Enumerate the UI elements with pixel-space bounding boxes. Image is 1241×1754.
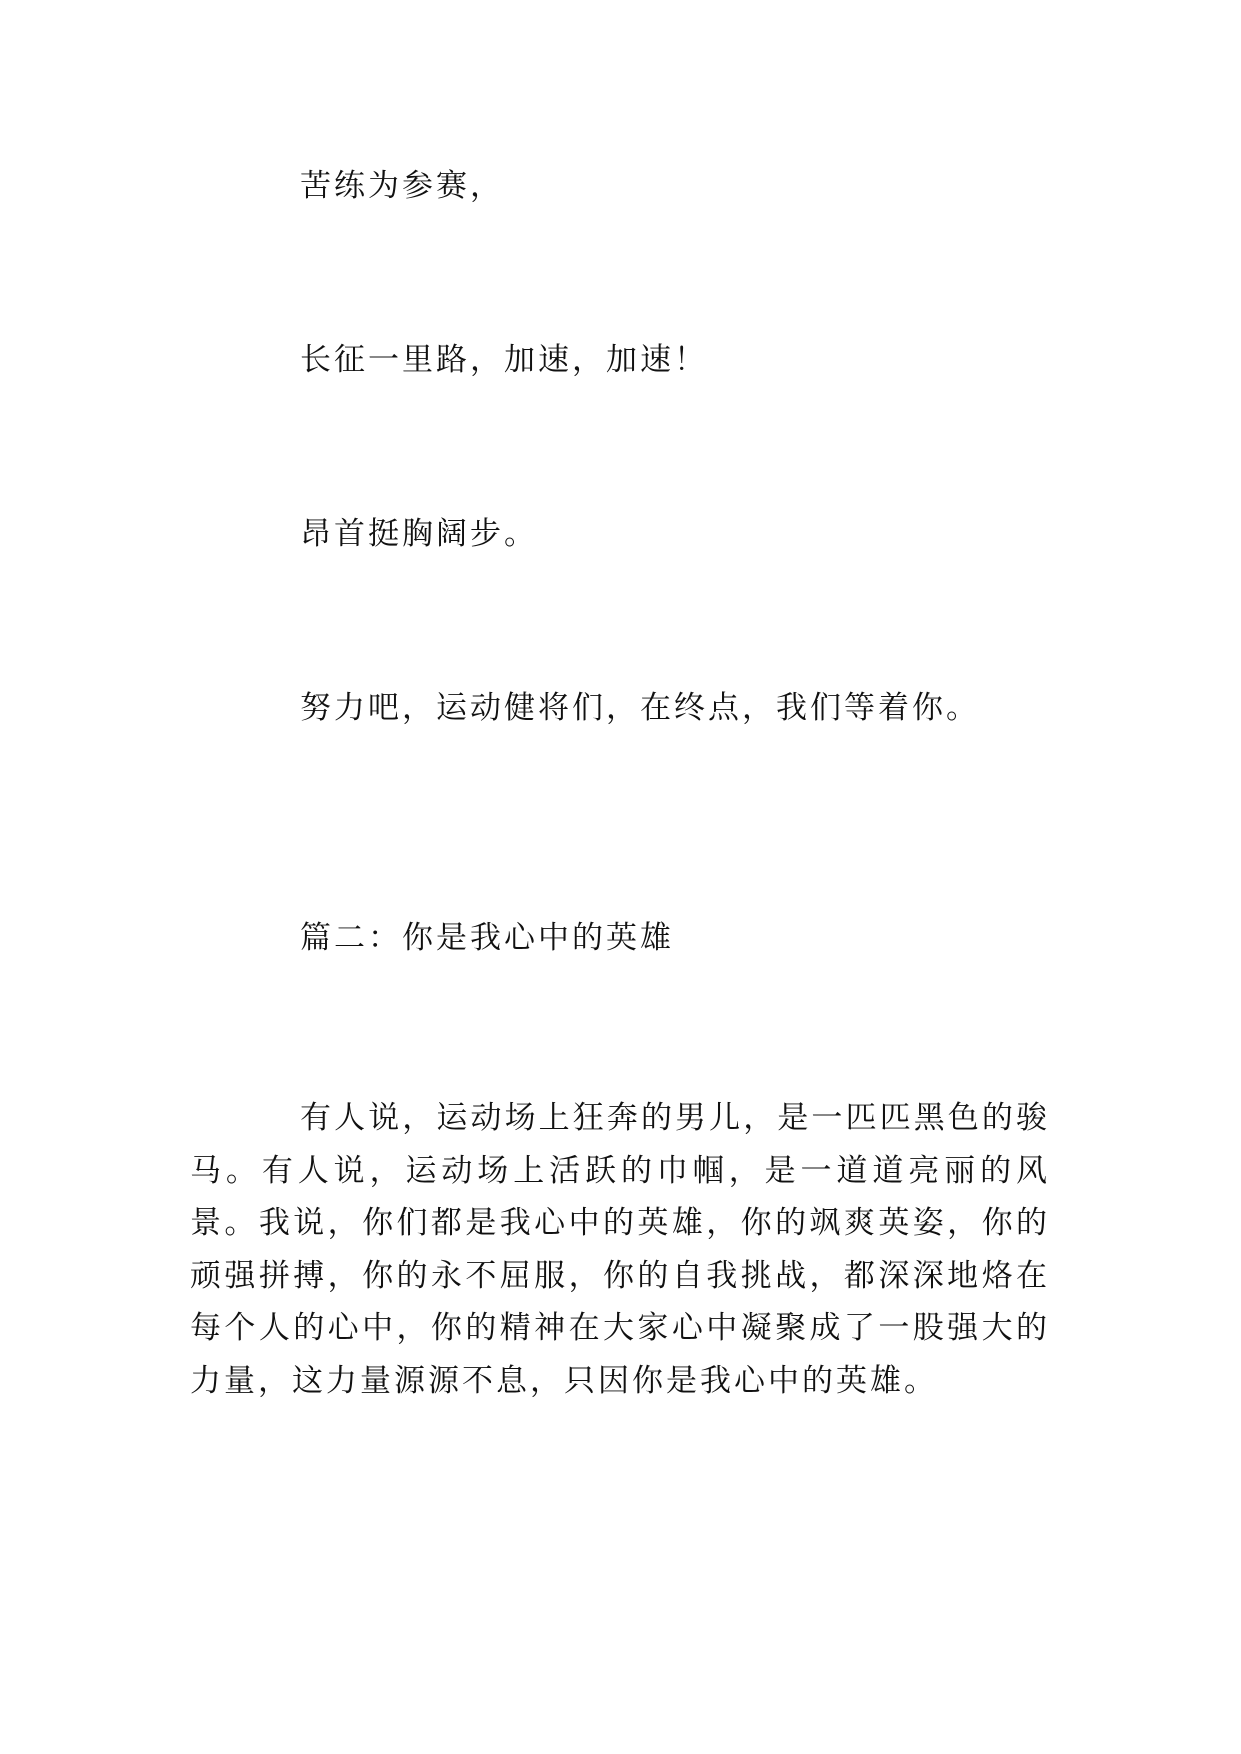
poem-line-4: 努力吧，运动健将们，在终点，我们等着你。 <box>300 690 980 726</box>
poem-line-3: 昂首挺胸阔步。 <box>300 516 538 552</box>
poem-line-2: 长征一里路，加速，加速！ <box>300 342 708 378</box>
section-title: 篇二：你是我心中的英雄 <box>300 920 674 956</box>
body-paragraph: 有人说，运动场上狂奔的男儿，是一匹匹黑色的骏马。有人说，运动场上活跃的巾帼，是一道道亮丽的风景。我说，你们都是我心中的英雄，你的飒爽英姿，你的顽强拼搏，你的永不屈服，你的自我挑战，都深深地烙在每个人的心中，你的精神在大家心中凝聚成了一股强大的力量，这力量源源不息，只因你是我心中的英雄。 <box>190 1100 1050 1399</box>
poem-line-1: 苦练为参赛， <box>300 168 504 204</box>
